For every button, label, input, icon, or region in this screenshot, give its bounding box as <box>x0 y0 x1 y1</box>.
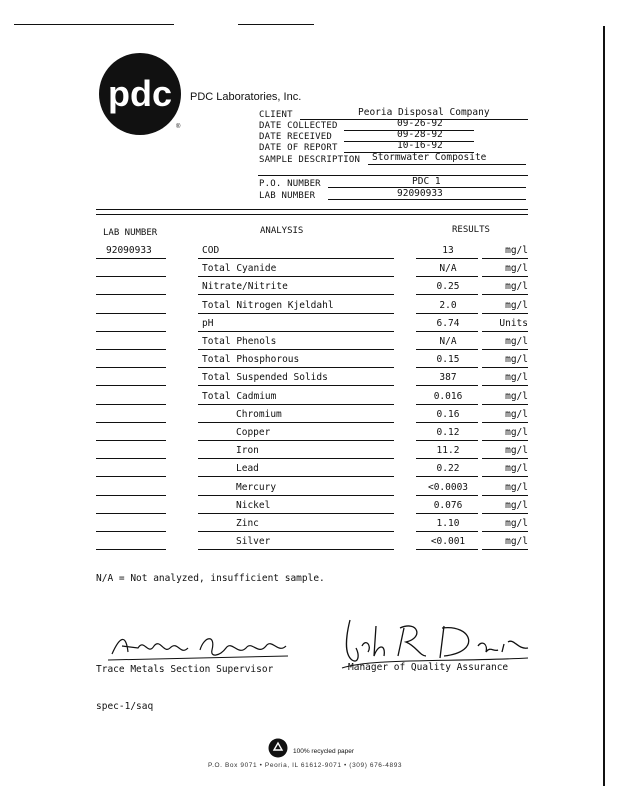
analysis-line <box>198 422 394 423</box>
result-line <box>416 440 478 441</box>
lab-number-line <box>96 385 166 386</box>
lab-number-line <box>96 495 166 496</box>
unit-cell: mg/l <box>505 336 528 347</box>
lab-number-line <box>96 367 166 368</box>
table-row <box>0 336 619 354</box>
analysis-cell: Total Suspended Solids <box>202 372 328 384</box>
client-label: CLIENT <box>259 110 293 120</box>
unit-line <box>482 513 528 514</box>
result-cell: <0.001 <box>430 536 466 548</box>
table-row <box>0 463 619 481</box>
lab-number-value: 92090933 <box>397 188 443 199</box>
table-row <box>0 281 619 299</box>
result-cell: 0.16 <box>436 408 460 420</box>
result-cell: 2.0 <box>439 299 457 311</box>
table-row <box>0 409 619 427</box>
svg-text:pdc: pdc <box>107 73 173 114</box>
result-line <box>416 476 478 477</box>
top-rule-right <box>238 24 314 25</box>
analysis-line <box>198 258 394 259</box>
result-cell: N/A <box>439 336 457 347</box>
unit-line <box>482 422 528 423</box>
date-received-label: DATE RECEIVED <box>259 132 333 142</box>
result-cell: 1.10 <box>436 518 460 529</box>
unit-cell: Units <box>499 317 528 329</box>
analysis-line <box>198 276 394 277</box>
unit-line <box>482 440 528 441</box>
result-line <box>416 349 478 350</box>
pdc-logo <box>98 52 182 136</box>
analysis-cell: Total Nitrogen Kjeldahl <box>202 299 334 311</box>
unit-cell: mg/l <box>505 518 528 529</box>
unit-cell: mg/l <box>505 372 528 384</box>
unit-cell: mg/l <box>505 536 528 548</box>
lab-number-line <box>96 276 166 277</box>
analysis-cell: pH <box>202 317 214 329</box>
sample-description-line <box>368 164 526 165</box>
unit-line <box>482 294 528 295</box>
lab-number-line <box>96 458 166 459</box>
analysis-line <box>198 313 394 314</box>
analysis-line <box>198 549 394 550</box>
recycled-paper-note: 100% recycled paper <box>293 748 355 755</box>
table-row <box>0 300 619 318</box>
lab-number-line <box>96 404 166 405</box>
result-line <box>416 422 478 423</box>
supervisor-title: Trace Metals Section Supervisor <box>96 664 274 675</box>
date-collected-label: DATE COLLECTED <box>259 121 338 131</box>
analysis-line <box>198 531 394 532</box>
date-of-report-value: 10-16-92 <box>397 140 443 151</box>
result-line <box>416 385 478 386</box>
unit-cell: mg/l <box>505 463 528 475</box>
lab-number-line <box>96 349 166 350</box>
analysis-cell: Total Phenols <box>202 336 277 347</box>
result-cell: 0.016 <box>433 390 463 402</box>
date-received-value: 09-28-92 <box>397 129 443 140</box>
result-line <box>416 531 478 532</box>
table-row <box>0 427 619 445</box>
unit-line <box>482 531 528 532</box>
lab-number-line <box>96 549 166 550</box>
lab-number-line <box>96 331 166 332</box>
footnote: N/A = Not analyzed, insufficient sample. <box>96 573 325 584</box>
lab-number-line <box>328 199 526 200</box>
analysis-cell: Total Cadmium <box>202 390 277 402</box>
unit-line <box>482 476 528 477</box>
unit-line <box>482 313 528 314</box>
result-line <box>416 294 478 295</box>
lab-number-line <box>96 422 166 423</box>
unit-line <box>482 367 528 368</box>
analysis-line <box>198 294 394 295</box>
unit-cell: mg/l <box>505 427 528 438</box>
col-header-analysis: ANALYSIS <box>260 226 304 236</box>
lab-number-line <box>96 258 166 259</box>
table-row <box>0 536 619 554</box>
table-row <box>0 263 619 281</box>
unit-line <box>482 549 528 550</box>
result-cell: 0.12 <box>436 427 460 438</box>
analysis-line <box>198 331 394 332</box>
unit-line <box>482 276 528 277</box>
analysis-line <box>198 476 394 477</box>
result-cell: 13 <box>442 245 454 256</box>
unit-line <box>482 385 528 386</box>
result-cell: 387 <box>439 372 457 384</box>
table-row <box>0 445 619 463</box>
result-line <box>416 367 478 368</box>
recycle-icon <box>268 738 288 758</box>
lab-number-label: LAB NUMBER <box>259 191 316 201</box>
analysis-cell: Silver <box>236 536 271 548</box>
manager-title: Manager of Quality Assurance <box>348 662 509 673</box>
result-line <box>416 549 478 550</box>
header-divider <box>258 175 528 176</box>
analysis-cell: Total Cyanide <box>202 263 277 275</box>
table-row <box>0 245 619 263</box>
result-cell: N/A <box>439 263 457 275</box>
lab-number-cell: 92090933 <box>106 245 152 256</box>
lab-number-line <box>96 440 166 441</box>
unit-cell: mg/l <box>505 263 528 275</box>
po-number-label: P.O. NUMBER <box>259 179 321 189</box>
result-line <box>416 331 478 332</box>
unit-line <box>482 458 528 459</box>
analysis-cell: Lead <box>236 463 259 475</box>
registered-mark: ® <box>176 124 181 130</box>
unit-line <box>482 349 528 350</box>
table-top-rule-2 <box>96 214 528 215</box>
unit-line <box>482 495 528 496</box>
col-header-lab-number: LAB NUMBER <box>103 228 158 238</box>
unit-cell: mg/l <box>505 245 528 256</box>
sample-description-value: Stormwater Composite <box>372 152 487 163</box>
sample-description-label: SAMPLE DESCRIPTION <box>259 155 361 165</box>
analysis-cell: Chromium <box>236 408 282 420</box>
table-top-rule-1 <box>96 209 528 210</box>
table-row <box>0 482 619 500</box>
unit-cell: mg/l <box>505 299 528 311</box>
analysis-cell: Iron <box>236 445 259 457</box>
analysis-line <box>198 458 394 459</box>
analysis-line <box>198 349 394 350</box>
lab-number-line <box>96 513 166 514</box>
lab-number-line <box>96 294 166 295</box>
unit-line <box>482 331 528 332</box>
unit-cell: mg/l <box>505 408 528 420</box>
unit-cell: mg/l <box>505 481 528 493</box>
table-row <box>0 500 619 518</box>
top-rule-left <box>14 24 174 25</box>
unit-cell: mg/l <box>505 281 528 293</box>
unit-cell: mg/l <box>505 445 528 457</box>
po-number-value: PDC 1 <box>412 176 441 187</box>
pdc-logo-icon <box>98 52 182 136</box>
unit-line <box>482 258 528 259</box>
lab-number-line <box>96 531 166 532</box>
analysis-line <box>198 440 394 441</box>
table-row <box>0 372 619 390</box>
analysis-cell: Zinc <box>236 518 259 529</box>
analysis-line <box>198 385 394 386</box>
analysis-line <box>198 404 394 405</box>
lab-number-line <box>96 313 166 314</box>
unit-cell: mg/l <box>505 390 528 402</box>
supervisor-signature <box>108 626 298 666</box>
result-line <box>416 276 478 277</box>
result-line <box>416 258 478 259</box>
analysis-cell: Total Phosphorous <box>202 354 300 366</box>
date-collected-value: 09-26-92 <box>397 118 443 129</box>
result-line <box>416 495 478 496</box>
client-value: Peoria Disposal Company <box>358 107 490 118</box>
analysis-cell: COD <box>202 245 220 256</box>
footer-address: P.O. Box 9071 • Peoria, IL 61612-9071 • (309) 676-4893 <box>208 762 403 769</box>
analysis-line <box>198 495 394 496</box>
table-row <box>0 518 619 536</box>
date-of-report-label: DATE OF REPORT <box>259 143 338 153</box>
analysis-cell: Copper <box>236 427 271 438</box>
unit-cell: mg/l <box>505 499 528 511</box>
result-cell: 0.25 <box>436 281 460 293</box>
analysis-cell: Nickel <box>236 499 271 511</box>
result-cell: <0.0003 <box>427 481 469 493</box>
col-header-results: RESULTS <box>452 225 490 235</box>
result-cell: 0.15 <box>436 354 460 366</box>
unit-cell: mg/l <box>505 354 528 366</box>
analysis-cell: Nitrate/Nitrite <box>202 281 288 293</box>
analysis-line <box>198 513 394 514</box>
analysis-line <box>198 367 394 368</box>
company-name: PDC Laboratories, Inc. <box>190 91 302 103</box>
unit-line <box>482 404 528 405</box>
reference-code: spec-1/saq <box>96 701 154 712</box>
result-line <box>416 458 478 459</box>
table-row <box>0 318 619 336</box>
result-line <box>416 513 478 514</box>
result-line <box>416 313 478 314</box>
result-cell: 0.076 <box>433 499 463 511</box>
result-cell: 11.2 <box>436 445 460 457</box>
table-row <box>0 391 619 409</box>
result-cell: 0.22 <box>436 463 460 475</box>
lab-number-line <box>96 476 166 477</box>
result-line <box>416 404 478 405</box>
table-row <box>0 354 619 372</box>
analysis-cell: Mercury <box>236 481 277 493</box>
result-cell: 6.74 <box>436 317 460 329</box>
